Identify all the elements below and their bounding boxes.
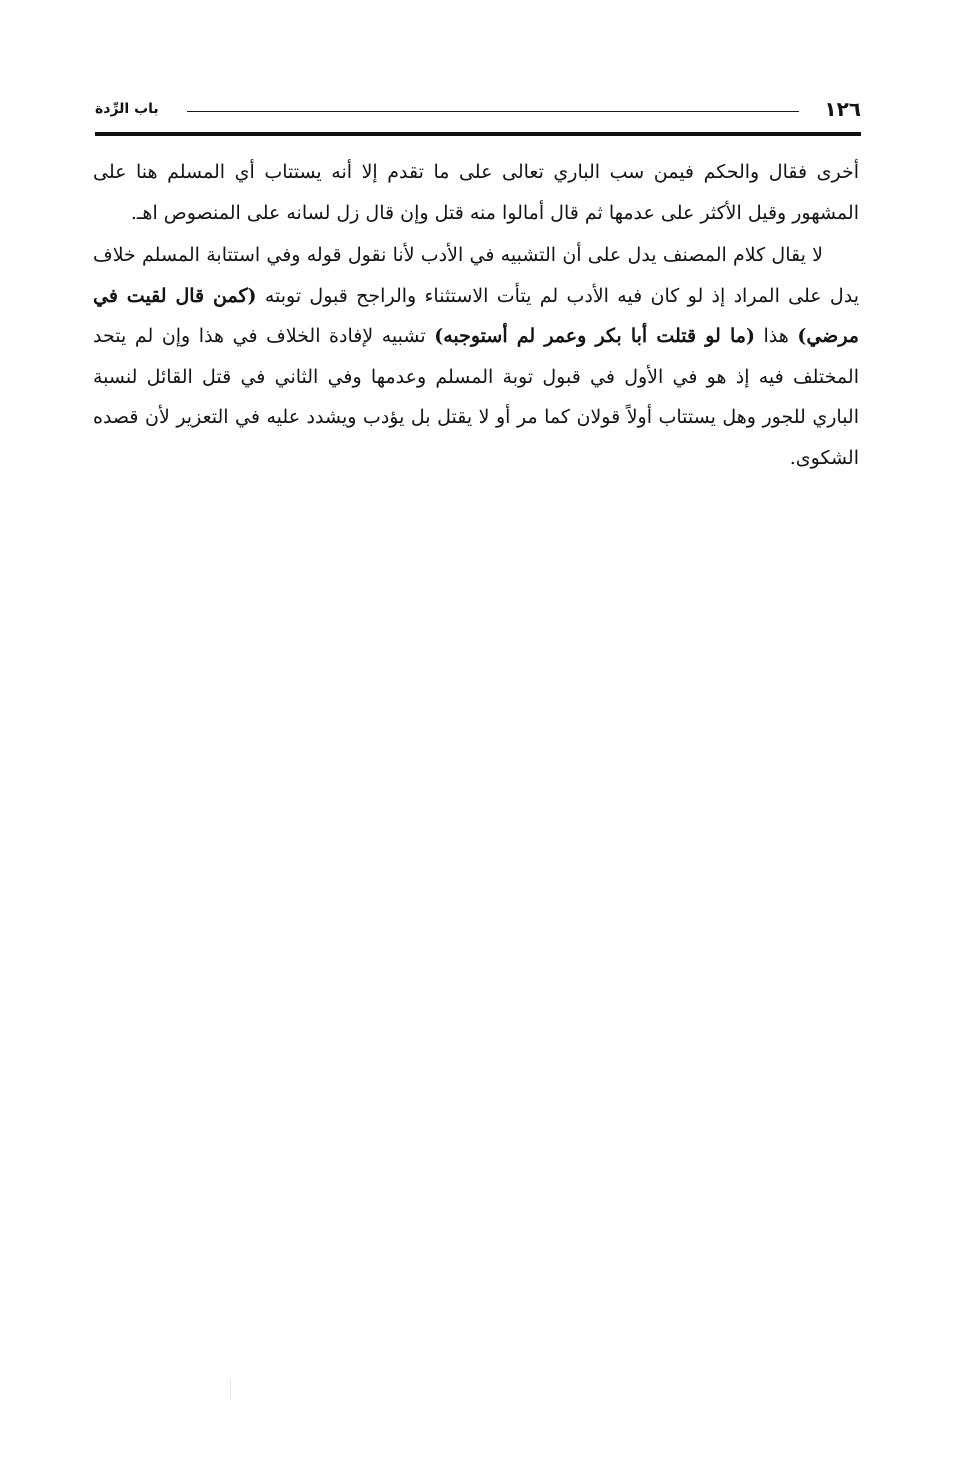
text-segment: لا يقال كلام المصنف يدل على أن التشبيه في الأدب لأنا نقول قوله وفي استتابة المسلم خلاف يدل على المراد إذ لو كان فيه الأدب لم يتأت الاستثناء والراجح قبول توبته — [93, 244, 860, 307]
running-header — [95, 96, 861, 124]
page-number: ١٢٦ — [824, 97, 861, 121]
paragraph-2 — [93, 235, 859, 478]
chapter-title: باب الرِّدة — [95, 101, 159, 117]
body-text — [93, 152, 859, 480]
paragraph-1 — [93, 152, 859, 233]
text-segment: أخرى فقال والحكم فيمن سب الباري تعالى على ما تقدم إلا أنه يستتاب أي المسلم هنا على المشهور وقيل الأكثر على عدمها ثم قال أمالوا منه قتل وإن قال زل لسانه على المنصوص اهـ. — [93, 161, 859, 224]
header-rule — [187, 111, 799, 112]
quoted-matn-1: (كمن قال لقيت في مرضي) — [93, 284, 859, 347]
header-divider — [95, 132, 861, 136]
text-segment: تشبيه لإفادة الخلاف في هذا وإن لم يتحد المختلف فيه إذ هو في الأول في قبول توبة المسلم وعدمها وفي الثاني في قتل القائل لنسبة الباري للجور وهل يستتاب أولاً قولان كما مر أو لا يقتل بل يؤدب ويشدد عليه في التعزير لأن قصده الشكوى. — [93, 325, 859, 469]
text-segment: هذا — [754, 325, 798, 347]
scan-mark — [230, 1380, 231, 1400]
quoted-matn-2: (ما لو قتلت أبا بكر وعمر لم أستوجبه) — [434, 325, 755, 347]
